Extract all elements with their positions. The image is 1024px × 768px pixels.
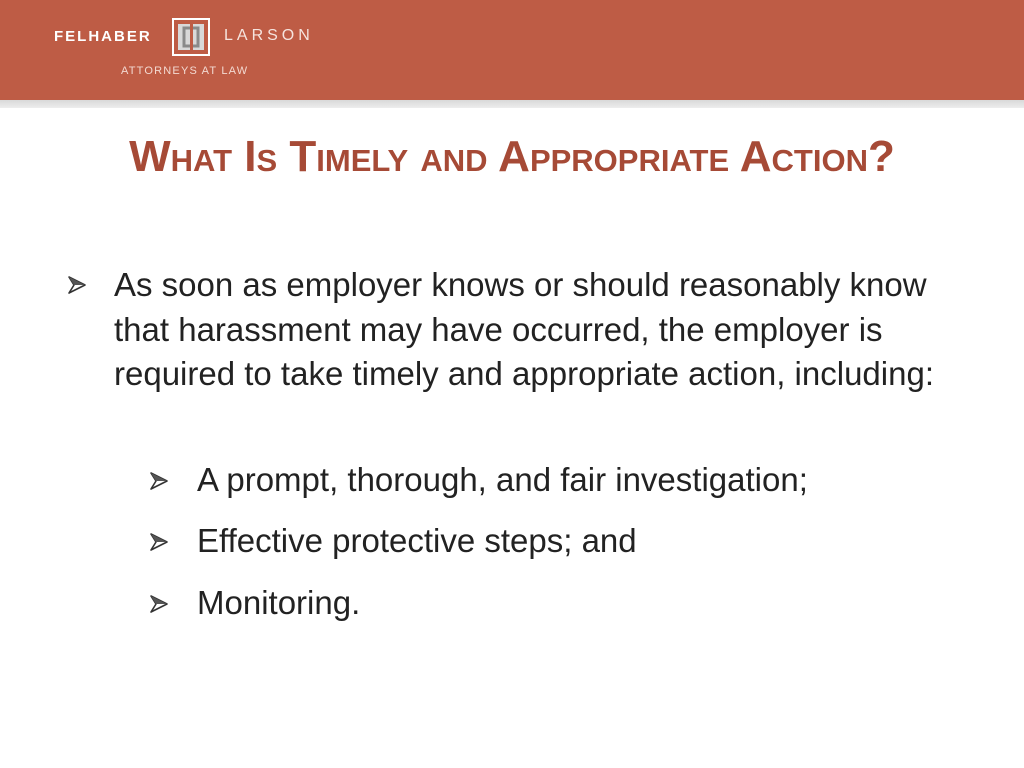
arrow-bullet-icon — [148, 470, 170, 492]
arrow-bullet-icon — [148, 531, 170, 553]
slide-title: What Is Timely and Appropriate Action? — [129, 132, 895, 181]
brand-tagline: ATTORNEYS AT LAW — [121, 65, 249, 77]
sub-bullet-item: A prompt, thorough, and fair investigation; — [197, 461, 808, 498]
main-bullet-text: As soon as employer knows or should reasonably know that harassment may have occurred, the employer is required to take timely and appropriate action, including: — [114, 266, 934, 392]
brand-name-right: LARSON — [224, 27, 314, 44]
brand-name-left: FELHABER — [54, 28, 152, 45]
arrow-bullet-icon — [66, 274, 88, 296]
sub-bullet-item: Effective protective steps; and — [197, 522, 637, 559]
arrow-bullet-icon — [148, 593, 170, 615]
sub-bullet-item: Monitoring. — [197, 584, 361, 621]
